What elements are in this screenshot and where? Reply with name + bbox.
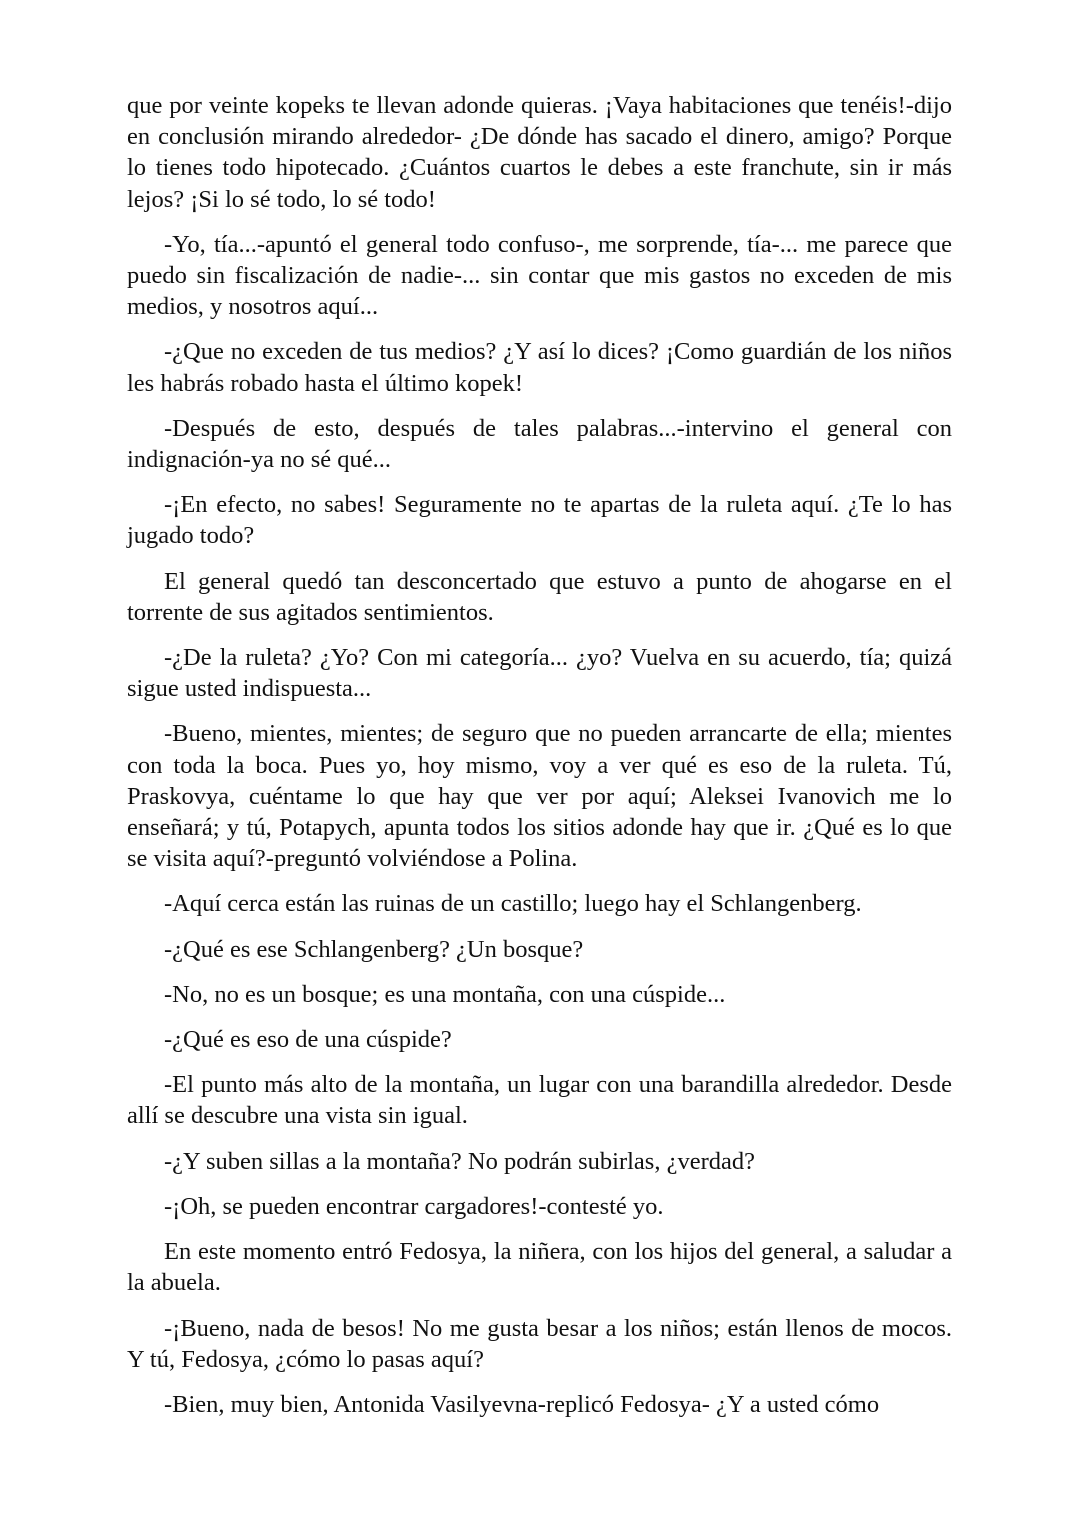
paragraph-9: -Aquí cerca están las ruinas de un castillo; luego hay el Schlangenberg. (164, 890, 862, 918)
paragraph-14: -¿Y suben sillas a la montaña? No podrán subirlas, ¿verdad? (164, 1147, 755, 1175)
paragraph-5: -¡En efecto, no sabes! Seguramente no te apartas de la ruleta aquí. ¿Te lo has jugado todo? (127, 491, 952, 550)
paragraph-13: -El punto más alto de la montaña, un lugar con una barandilla alrededor. Desde allí se descubre una vista sin igual. (127, 1071, 952, 1130)
paragraph-7: -¿De la ruleta? ¿Yo? Con mi categoría... ¿yo? Vuelva en su acuerdo, tía; quizá sigue usted indispuesta... (127, 644, 952, 703)
paragraph-11: -No, no es un bosque; es una montaña, con una cúspide... (164, 980, 726, 1008)
paragraph-15: -¡Oh, se pueden encontrar cargadores!-contesté yo. (164, 1192, 664, 1220)
paragraph-16: En este momento entró Fedosya, la niñera, con los hijos del general, a saludar a la abuela. (127, 1238, 952, 1297)
paragraph-2: -Yo, tía...-apuntó el general todo confuso-, me sorprende, tía-... me parece que puedo sin fiscalización de nadie-... sin contar que mis gastos no exceden de mis medios, y nosotros aquí... (127, 230, 952, 321)
document-page (127, 90, 952, 1434)
paragraph-8: -Bueno, mientes, mientes; de seguro que no pueden arrancarte de ella; mientes con toda la boca. Pues yo, hoy mismo, voy a ver qué es eso de la ruleta. Tú, Praskovya, cuéntame lo que hay que ver por aquí; Aleksei Ivanovich me lo enseñará; y tú, Potapych, apunta todos los sitios adonde hay que ir. ¿Qué es lo que se visita aquí?-preguntó volviéndose a Polina. (127, 720, 952, 873)
paragraph-6: El general quedó tan desconcertado que estuvo a punto de ahogarse en el torrente de sus agitados sentimientos. (127, 567, 952, 626)
paragraph-17: -¡Bueno, nada de besos! No me gusta besar a los niños; están llenos de mocos. Y tú, Fedosya, ¿cómo lo pasas aquí? (127, 1314, 952, 1373)
paragraph-4: -Después de esto, después de tales palabras...-intervino el general con indignación-ya no sé qué... (127, 414, 952, 474)
paragraph-3: -¿Que no exceden de tus medios? ¿Y así lo dices? ¡Como guardián de los niños les habrás robado hasta el último kopek! (127, 338, 952, 397)
paragraph-18: -Bien, muy bien, Antonida Vasilyevna-replicó Fedosya- ¿Y a usted cómo (164, 1390, 880, 1418)
paragraph-1: que por veinte kopeks te llevan adonde quieras. ¡Vaya habitaciones que tenéis!-dijo en conclusión mirando alrededor- ¿De dónde has sacado el dinero, amigo? Porque lo tienes todo hipotecado. ¿Cuántos cuartos le debes a este franchute, sin ir más lejos? ¡Si lo sé todo, lo sé todo! (127, 92, 952, 213)
paragraph-12: -¿Qué es eso de una cúspide? (164, 1026, 452, 1054)
paragraph-10: -¿Qué es ese Schlangenberg? ¿Un bosque? (164, 935, 584, 963)
